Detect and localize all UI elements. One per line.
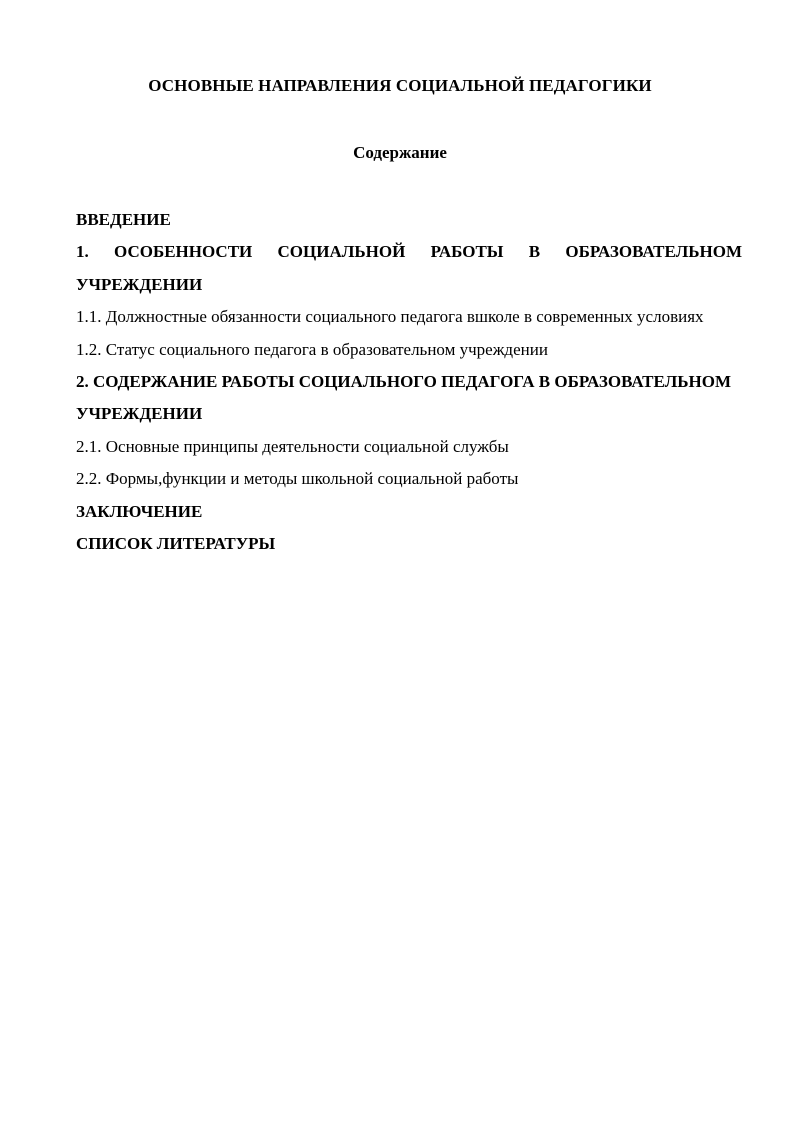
toc-entry-section-1-2: 1.2. Статус социального педагога в образовательном учреждении xyxy=(76,339,548,359)
toc-entry-conclusion: ЗАКЛЮЧЕНИЕ xyxy=(76,501,203,521)
toc-entry-section-2-2: 2.2. Формы,функции и методы школьной социальной работы xyxy=(76,469,519,489)
toc-entry-section-2-1: 2.1. Основные принципы деятельности социальной службы xyxy=(76,436,509,456)
toc-entry-chapter-1: 1. ОСОБЕННОСТИ СОЦИАЛЬНОЙ РАБОТЫ В ОБРАЗОВАТЕЛЬНОМ УЧРЕЖДЕНИИ xyxy=(76,242,742,294)
toc-heading: Содержание xyxy=(353,143,447,162)
toc-entry-introduction: ВВЕДЕНИЕ xyxy=(76,210,171,229)
toc-entry-chapter-2-continued: УЧРЕЖДЕНИИ xyxy=(76,404,203,424)
toc-entry-chapter-2: 2. СОДЕРЖАНИЕ РАБОТЫ СОЦИАЛЬНОГО ПЕДАГОГА В ОБРАЗОВАТЕЛЬНОМ xyxy=(76,372,732,392)
toc-entry-section-1-1: 1.1. Должностные обязанности социального педагога вшколе в современных условиях xyxy=(76,307,704,327)
table-of-contents xyxy=(76,204,742,560)
document-title: ОСНОВНЫЕ НАПРАВЛЕНИЯ СОЦИАЛЬНОЙ ПЕДАГОГИКИ xyxy=(148,76,652,95)
toc-entry-bibliography: СПИСОК ЛИТЕРАТУРЫ xyxy=(76,534,276,554)
